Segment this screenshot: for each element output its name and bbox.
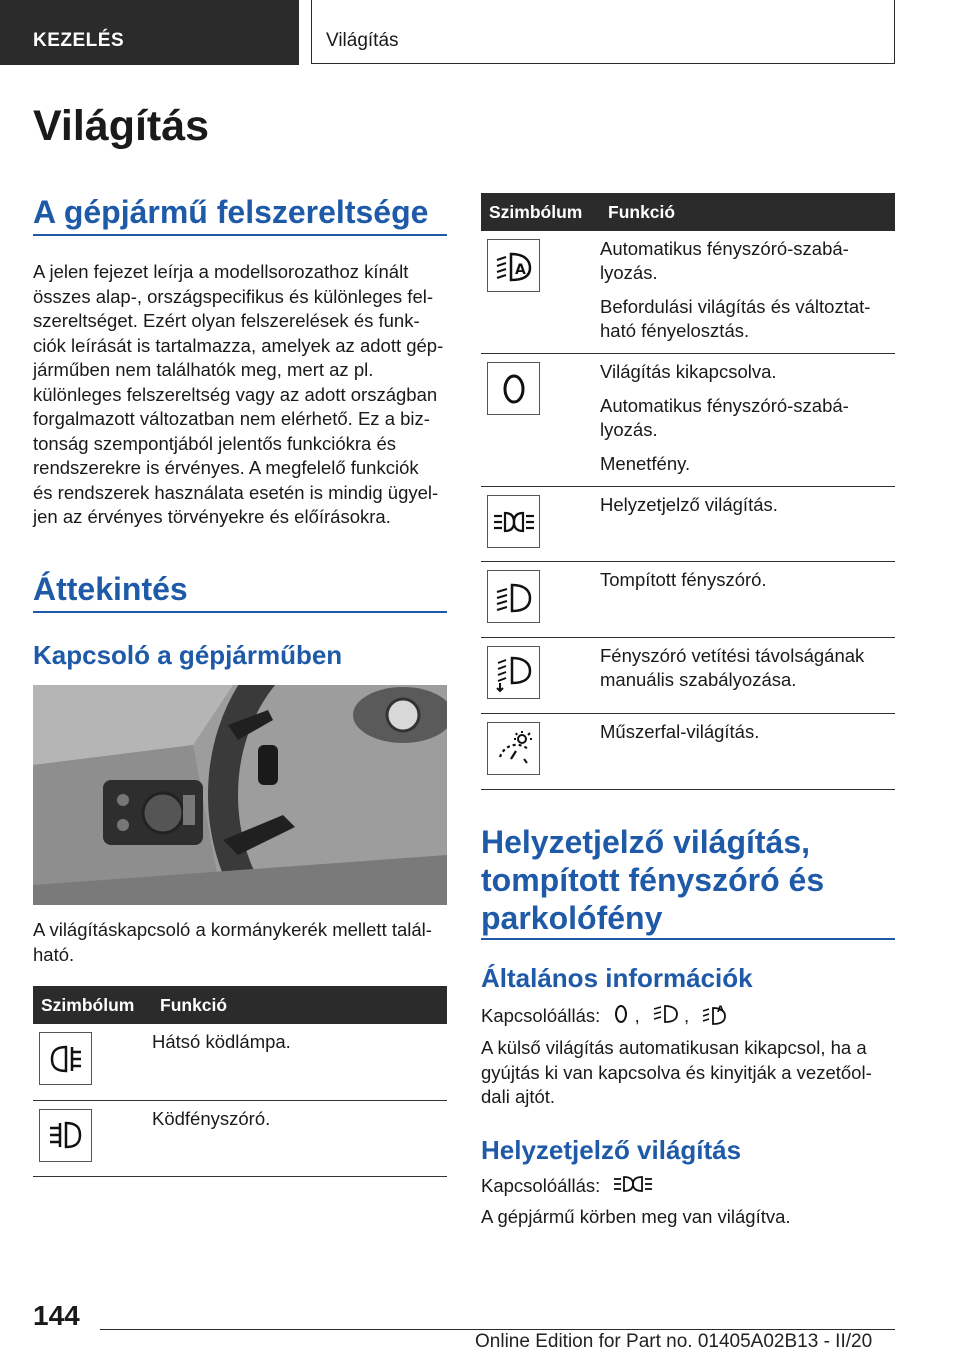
lights-off-icon — [487, 362, 540, 415]
heading-rule — [33, 234, 447, 236]
heading-rule — [33, 611, 447, 613]
general-info-paragraph: A külső világítás automatikusan kikapcsol, ha a gyújtás ki van kapcsolva és kinyitják a vezetőol- dali ajtót. — [481, 1037, 872, 1107]
section-title: KEZELÉS — [33, 30, 125, 51]
table-row — [481, 562, 895, 638]
heading-switch: Kapcsoló a gépjárműben — [33, 640, 343, 670]
column-header-symbol: Szimbólum — [33, 986, 152, 1024]
function-text: Műszerfal-világítás. — [600, 721, 760, 742]
parking-lights-icon — [487, 495, 540, 548]
table-row — [481, 231, 895, 354]
table-row — [481, 487, 895, 562]
column-header-function: Funkció — [152, 986, 447, 1024]
function-text: Ködfényszóró. — [152, 1107, 271, 1129]
function-text: Tompított fényszóró. — [600, 569, 767, 590]
function-text: Automatikus fényszóró-szabá- lyozás. — [600, 238, 849, 283]
chapter-tab — [311, 0, 895, 64]
heading-general-info: Általános információk — [481, 963, 753, 993]
table-row — [481, 638, 895, 714]
equipment-paragraph: A jelen fejezet leírja a modellsorozathoz kínált összes alap-, országspecifikus és különleges fel- szereltséget. Ezért olyan felszerelések és funk- ciók leírását is tartalmazza, amelyek az adott gép- járműben nem találhatók meg, mert az pl. különleges felszereltség vagy az adott országban forgalmazott változatban nem elérhető. Ez a biz- tonság szempontjából jelentős funkciókra és rendszerekre is érvényes. A megfelelő funkciók és rendszerek használata esetén is mindig ügyel- jen az érvényes törvényekre és előírásokra. — [33, 261, 444, 527]
column-header-function: Funkció — [600, 193, 895, 231]
front-fog-lamp-icon — [39, 1109, 92, 1162]
fog-lights-table — [33, 986, 447, 1177]
table-row — [481, 354, 895, 487]
function-text: Befordulási világítás és változtat- ható fényelosztás. — [600, 296, 871, 341]
parking-light-text: A gépjármű körben meg van világítva. — [481, 1206, 791, 1227]
svg-text:A: A — [514, 261, 526, 278]
low-beam-icon — [653, 1003, 679, 1032]
page-title: Világítás — [33, 102, 210, 150]
page-number: 144 — [33, 1300, 80, 1331]
function-text: Menetfény. — [600, 453, 691, 474]
function-text: Hátsó ködlámpa. — [152, 1031, 291, 1052]
edition-text: Online Edition for Part no. 01405A02B13 - II/20 — [475, 1331, 873, 1352]
table-row — [33, 1100, 447, 1176]
automatic-headlight-icon — [487, 239, 540, 292]
automatic-headlight-icon — [702, 1003, 728, 1032]
section-tab — [0, 0, 299, 65]
heading-parking-light: Helyzetjelző világítás — [481, 1135, 742, 1165]
footer-divider — [100, 1329, 895, 1330]
column-header-symbol: Szimbólum — [481, 193, 600, 231]
heading-equipment: A gépjármű felszereltsége — [33, 194, 429, 230]
photo-caption: A világításkapcsoló a kormánykerék mellett talál- ható. — [33, 919, 432, 965]
table-row — [33, 1024, 447, 1100]
heading-overview: Áttekintés — [33, 571, 188, 607]
function-text: Automatikus fényszóró-szabá- lyozás. — [600, 395, 849, 440]
rear-fog-lamp-icon — [39, 1032, 92, 1085]
lights-off-icon — [613, 1003, 629, 1032]
parking-lights-icon — [613, 1173, 653, 1202]
instrument-lighting-icon — [487, 722, 540, 775]
light-switch-table — [481, 193, 895, 790]
heading-rule — [481, 938, 895, 940]
function-text: Fényszóró vetítési távolságának manuális szabályozása. — [600, 645, 865, 690]
table-row — [481, 714, 895, 790]
headlight-range-control-icon — [487, 646, 540, 699]
function-text: Világítás kikapcsolva. — [600, 361, 777, 382]
switch-positions-line: Kapcsolóállás: , , A — [481, 1003, 728, 1032]
switch-position-line: Kapcsolóállás: — [481, 1173, 653, 1202]
low-beam-icon — [487, 570, 540, 623]
function-text: Helyzetjelző világítás. — [600, 494, 778, 515]
heading-parking-lowbeam: Helyzetjelző világítás, tompított fényszóró és parkolófény — [481, 824, 825, 936]
chapter-title: Világítás — [326, 30, 399, 51]
light-switch-photo — [33, 685, 447, 905]
svg-text:A: A — [717, 1005, 725, 1015]
